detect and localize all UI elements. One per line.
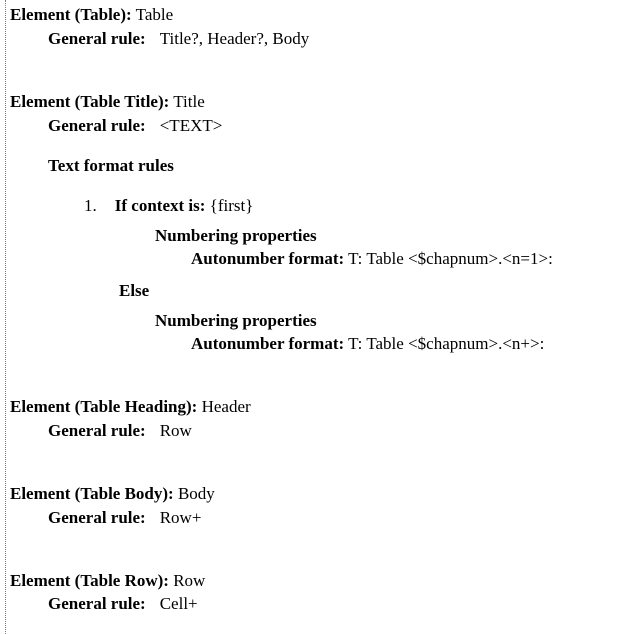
context-value: {first} (209, 196, 254, 215)
autonumber-format-line (191, 249, 553, 269)
rule-label: General rule: (48, 421, 146, 440)
rule-value: Title?, Header?, Body (159, 29, 310, 48)
context-rule-line (84, 196, 253, 216)
rule-label: General rule: (48, 116, 146, 135)
autonumber-value: T: Table <$chapnum>.<n+>: (348, 334, 545, 353)
element-value: Row (173, 571, 206, 590)
element-label: Element (Table Row): (10, 571, 169, 590)
autonumber-label: Autonumber format: (191, 334, 345, 353)
rule-label: General rule: (48, 508, 146, 527)
element-value: Table (135, 5, 174, 24)
element-table-title-line (10, 92, 205, 112)
general-rule-table-line (48, 29, 309, 49)
autonumber-value: T: Table <$chapnum>.<n=1>: (348, 249, 553, 268)
rule-value: Row+ (159, 508, 202, 527)
element-table-line (10, 5, 173, 25)
numbering-properties-heading: Numbering properties (155, 226, 317, 245)
element-label: Element (Table Heading): (10, 397, 198, 416)
rule-value: <TEXT> (159, 116, 223, 135)
context-label: If context is: (114, 196, 206, 215)
element-table-heading-line (10, 397, 251, 417)
general-rule-table-body-line (48, 508, 201, 528)
element-table-row-line (10, 571, 205, 591)
element-value: Title (173, 92, 205, 111)
general-rule-table-title-line (48, 116, 222, 136)
item-number: 1. (84, 196, 97, 215)
rule-label: General rule: (48, 29, 146, 48)
element-value: Body (177, 484, 215, 503)
text-format-rules-heading: Text format rules (48, 156, 174, 175)
general-rule-table-row-line (48, 594, 198, 614)
element-label: Element (Table Title): (10, 92, 170, 111)
general-rule-table-heading-line (48, 421, 192, 441)
element-label: Element (Table): (10, 5, 132, 24)
rule-value: Cell+ (159, 594, 198, 613)
rule-label: General rule: (48, 594, 146, 613)
else-label: Else (119, 281, 150, 300)
element-table-body-line (10, 484, 215, 504)
rule-value: Row (159, 421, 192, 440)
autonumber-format-line (191, 334, 544, 354)
numbering-properties-heading: Numbering properties (155, 311, 317, 330)
margin-guide-line (5, 0, 6, 634)
element-label: Element (Table Body): (10, 484, 174, 503)
element-value: Header (201, 397, 251, 416)
autonumber-label: Autonumber format: (191, 249, 345, 268)
